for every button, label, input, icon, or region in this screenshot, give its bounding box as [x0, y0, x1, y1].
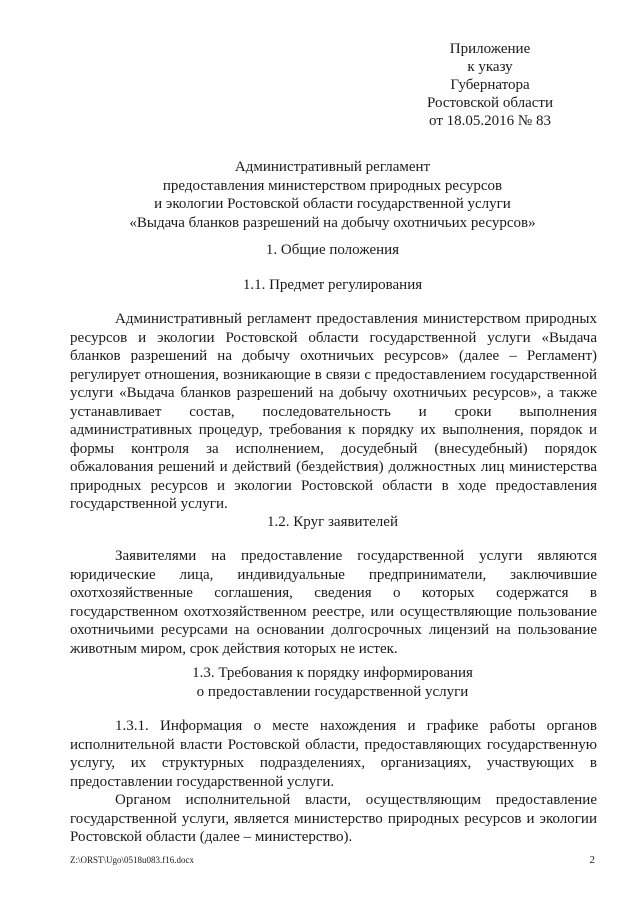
section-1-2-text: Заявителями на предоставление государственной услуги являются юридические лица, индивидуальные предприниматели, заключившие охотхозяйственные соглашения, сведения о которых содержатся в государственном охотхозяйственном реестре, или осуществляющие пользование охотничьими ресурсами на основании долгосрочных лицензий на пользование животным миром, срок действия которых не истек.	[70, 548, 597, 657]
page-number: 2	[589, 854, 595, 866]
section-1-2-heading: 1.2. Круг заявителей	[267, 514, 398, 530]
title-line: предоставления министерством природных ресурсов	[162, 177, 503, 194]
document-title	[70, 158, 595, 232]
section-1-1-text: Административный регламент предоставления министерством природных ресурсов и экологии Ростовской области государственной услуги «Выдача бланков разрешений на добычу охотничьих ресурсов» (далее – Регламент) регулирует отношения, возникающие в связи с предоставлением государственной услуги «Выдача бланков разрешений на добычу охотничьих ресурсов», а также устанавливает состав, последовательность и сроки выполнения административных процедур, требования к порядку их выполнения, порядок и формы контроля за исполнением, досудебный (внесудебный) порядок обжалования решений и действий (бездействия) должностных лиц министерства природных ресурсов и экологии Ростовской области в ходе предоставления государственной услуги.	[70, 311, 597, 512]
annex-line: Приложение	[449, 41, 531, 57]
section-1-heading: 1. Общие положения	[265, 242, 400, 258]
section-1-3-1-text: 1.3.1. Информация о месте нахождения и графике работы органов исполнительной власти Ростовской области, предоставляющих государственную услугу, их структурных подразделениях, организациях, участвующих в предоставлении государственной услуги.	[70, 718, 597, 790]
annex-line: от 18.05.2016 № 83	[429, 113, 551, 129]
title-line: Административный регламент	[234, 159, 431, 175]
annex-line: к указу	[467, 59, 513, 75]
file-path: Z:\ORST\Ugo\0518u083.f16.docx	[70, 855, 194, 865]
section-1-1-heading: 1.1. Предмет регулирования	[242, 277, 423, 293]
section-1-3-1-text-2: Органом исполнительной власти, осуществляющим предоставление государственной услуги, является министерство природных ресурсов и экологии Ростовской области (далее – министерство).	[70, 792, 597, 845]
section-1-3-heading-line-1: 1.3. Требования к порядку информирования	[192, 665, 473, 681]
annex-line: Губернатора	[450, 77, 530, 93]
title-line: и экологии Ростовской области государственной услуги	[154, 196, 511, 212]
annex-block	[380, 40, 600, 130]
section-1-3-heading-line-2: о предоставлении государственной услуги	[196, 684, 469, 700]
annex-line: Ростовской области	[427, 95, 553, 111]
title-line: «Выдача бланков разрешений на добычу охотничьих ресурсов»	[129, 214, 536, 231]
